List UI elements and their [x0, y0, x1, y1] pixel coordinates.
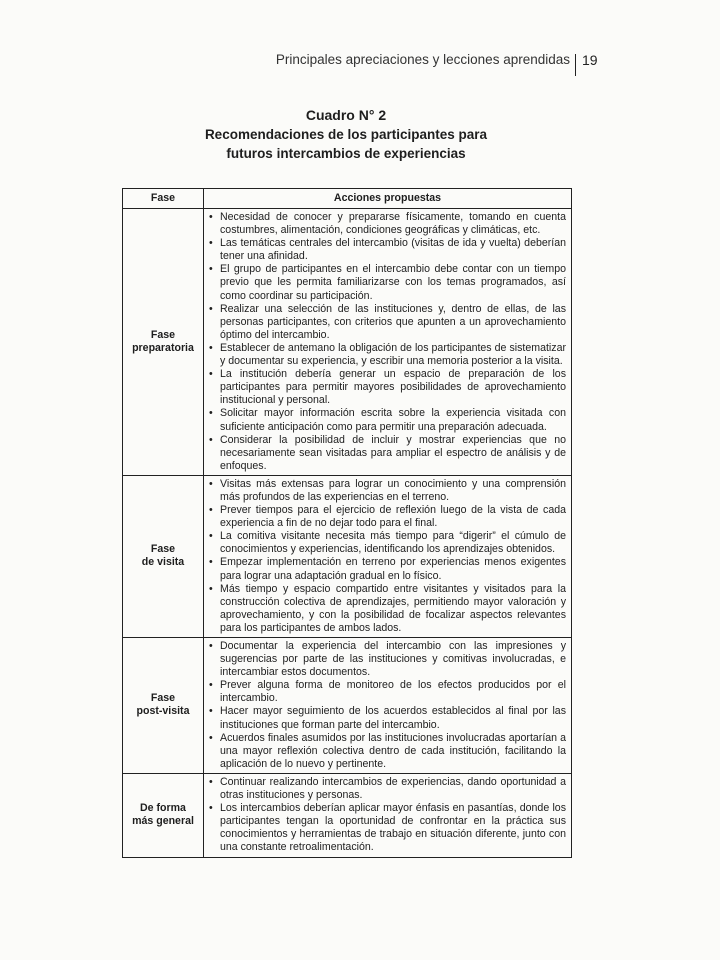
- action-item: • Prever alguna forma de monitoreo de los efectos producidos por el intercambio.: [220, 679, 566, 705]
- recommendations-table: [122, 188, 572, 858]
- action-item: • Los intercambios deberían aplicar mayor énfasis en pasantías, donde los participantes tengan la oportunidad de confrontar en la práctica sus conocimientos y herramientas de trabajo en situación diferente, junto con una constante retroalimentación.: [220, 802, 566, 854]
- table-row: [123, 773, 572, 857]
- table-row: [123, 209, 572, 476]
- table-row: [123, 638, 572, 774]
- header-divider: [575, 54, 576, 76]
- page-number: 19: [582, 52, 598, 68]
- phase-label: Fase post-visita: [136, 692, 190, 718]
- actions-cell: [204, 475, 572, 637]
- phase-cell: [123, 638, 204, 774]
- action-item: • Continuar realizando intercambios de experiencias, dando oportunidad a otras instituciones y personas.: [220, 776, 566, 802]
- actions-cell: [204, 638, 572, 774]
- table-body: [123, 209, 572, 858]
- phase-label: Fase de visita: [141, 543, 185, 569]
- action-item: • Establecer de antemano la obligación de los participantes de sistematizar y documentar su experiencia, y escribir una memoria posterior a la visita.: [220, 342, 566, 368]
- action-item: • Acuerdos finales asumidos por las instituciones involucradas aportarían a una mayor reflexión colectiva dentro de cada institución, facilitando la aplicación de lo nuevo y pertinente.: [220, 732, 566, 771]
- action-item: • Hacer mayor seguimiento de los acuerdos establecidos al final por las instituciones que forman parte del intercambio.: [220, 705, 566, 731]
- actions-list: [208, 211, 566, 473]
- actions-list: [208, 478, 566, 635]
- caption-line-1: Cuadro N° 2: [305, 107, 387, 123]
- action-item: • Realizar una selección de las instituciones y, dentro de ellas, de las personas participantes, con criterios que apunten a un aprovechamiento óptimo del intercambio.: [220, 303, 566, 342]
- actions-cell: [204, 209, 572, 476]
- header-acciones: Acciones propuestas: [204, 189, 572, 209]
- action-item: • La comitiva visitante necesita más tiempo para “digerir” el cúmulo de conocimientos y experiencias, identificando los aprendizajes obtenidos.: [220, 530, 566, 556]
- caption-line-3: futuros intercambios de experiencias: [226, 146, 466, 161]
- table-row: [123, 475, 572, 637]
- phase-cell: [123, 773, 204, 857]
- action-item: • Prever tiempos para el ejercicio de reflexión luego de la vista de cada experiencia a fin de no dejar todo para el final.: [220, 504, 566, 530]
- action-item: • Empezar implementación en terreno por experiencias menos exigentes para lograr una adaptación gradual en lo físico.: [220, 556, 566, 582]
- phase-cell: [123, 209, 204, 476]
- phase-label: Fase preparatoria: [132, 328, 194, 354]
- action-item: • Documentar la experiencia del intercambio con las impresiones y sugerencias por parte de las instituciones y comitivas involucradas, e intercambiar estos documentos.: [220, 640, 566, 679]
- actions-cell: [204, 773, 572, 857]
- table-caption: [120, 106, 572, 163]
- action-item: • Necesidad de conocer y prepararse físicamente, tomando en cuenta costumbres, alimentación, condiciones geográficas y climáticas, etc.: [220, 211, 566, 237]
- action-item: • Considerar la posibilidad de incluir y mostrar experiencias que no necesariamente sean visitadas para ampliar el espectro de análisis y de enfoques.: [220, 434, 566, 473]
- phase-cell: [123, 475, 204, 637]
- action-item: • Visitas más extensas para lograr un conocimiento y una comprensión más profundos de las experiencias en el terreno.: [220, 478, 566, 504]
- actions-list: [208, 776, 566, 855]
- action-item: • La institución debería generar un espacio de preparación de los participantes para permitir mayores posibilidades de aprovechamiento institucional y personal.: [220, 368, 566, 407]
- action-item: • El grupo de participantes en el intercambio debe contar con un tiempo previo que les permita familiarizarse con los temas programados, así como coordinar su participación.: [220, 263, 566, 302]
- running-header: Principales apreciaciones y lecciones aprendidas: [275, 52, 570, 67]
- header-fase: Fase: [123, 189, 204, 209]
- action-item: • Más tiempo y espacio compartido entre visitantes y visitados para la construcción colectiva de aprendizajes, permitiendo mayor valoración y aprovechamiento, y con la posibilidad de focalizar aspectos relevantes para los participantes de ambos lados.: [220, 583, 566, 635]
- caption-line-2: Recomendaciones de los participantes para: [204, 127, 488, 142]
- phase-label: De forma más general: [132, 802, 194, 828]
- action-item: • Solicitar mayor información escrita sobre la experiencia visitada con suficiente anticipación como para permitir una preparación adecuada.: [220, 407, 566, 433]
- table-header-row: [123, 189, 572, 209]
- action-item: • Las temáticas centrales del intercambio (visitas de ida y vuelta) deberían tener una afinidad.: [220, 237, 566, 263]
- actions-list: [208, 640, 566, 771]
